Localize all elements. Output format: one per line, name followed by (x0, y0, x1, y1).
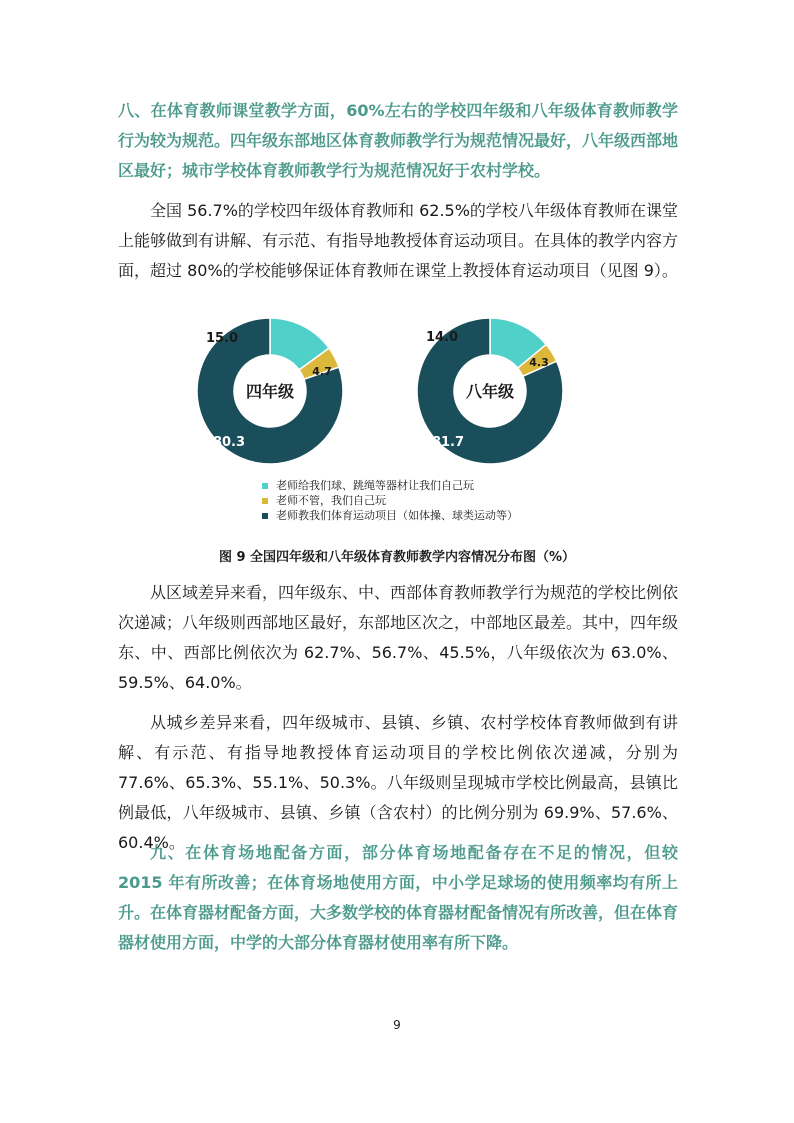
data-label: 14.0 (425, 330, 459, 345)
donut-charts (180, 305, 600, 480)
legend-swatch-1 (262, 483, 268, 489)
legend-label-3: 老师教我们体育运动项目（如体操、球类运动等） (276, 509, 518, 522)
section8-paragraph-1: 全国 56.7%的学校四年级体育教师和 62.5%的学校八年级体育教师在课堂上能够做到有讲解、有示范、有指导地教授体育运动项目。在具体的教学内容方面，超过 80%的学校能够保证体育教师在课堂上教授体育运动项目（见图 9）。 (118, 201, 679, 280)
data-label: 80.3 (212, 435, 246, 450)
section8-paragraph-2: 从区域差异来看，四年级东、中、西部体育教师教学行为规范的学校比例依次递减；八年级则西部地区最好，东部地区次之，中部地区最差。其中，四年级东、中、西部比例依次为 62.7%、56.7%、45.5%，八年级依次为 63.0%、59.5%、64.0%。 (118, 583, 679, 692)
legend-swatch-3 (262, 513, 268, 519)
page-number: 9 (393, 1018, 401, 1032)
figure-caption: 图 9 全国四年级和八年级体育教师教学内容情况分布图（%） (218, 550, 576, 565)
legend-label-2: 老师不管，我们自己玩 (276, 494, 386, 507)
section9-heading: 九、在体育场地配备方面，部分体育场地配备存在不足的情况，但较 2015 年有所改善；在体育场地使用方面，中小学足球场的使用频率均有所上升。在体育器材配备方面，大多数学校的体育器材配备情况有所改善，但在体育器材使用方面，中学的大部分体育器材使用率有所下降。 (118, 843, 679, 952)
legend-item (262, 493, 518, 508)
legend-label-1: 老师给我们球、跳绳等器材让我们自己玩 (276, 479, 474, 492)
legend-item (262, 478, 518, 493)
legend-item (262, 508, 518, 523)
legend-swatch-2 (262, 498, 268, 504)
donut-center-label: 八年级 (465, 382, 515, 401)
data-label: 81.7 (431, 435, 465, 450)
section8-paragraph-3: 从城乡差异来看，四年级城市、县镇、乡镇、农村学校体育教师做到有讲解、有示范、有指导地教授体育运动项目的学校比例依次递减，分别为 77.6%、65.3%、55.1%、50.3%。八年级则呈现城市学校比例最高，县镇比例最低，八年级城市、县镇、乡镇（含农村）的比例分别为 69.9%、57.6%、60.4%。 (118, 713, 678, 852)
chart-legend (262, 478, 518, 523)
data-label: 4.3 (529, 356, 549, 369)
data-label: 15.0 (205, 331, 239, 346)
section8-heading: 八、在体育教师课堂教学方面，60%左右的学校四年级和八年级体育教师教学行为较为规范。四年级东部地区体育教师教学行为规范情况最好，八年级西部地区最好；城市学校体育教师教学行为规范情况好于农村学校。 (118, 101, 679, 180)
donut-center-label: 四年级 (245, 382, 295, 401)
data-label: 4.7 (312, 365, 332, 378)
